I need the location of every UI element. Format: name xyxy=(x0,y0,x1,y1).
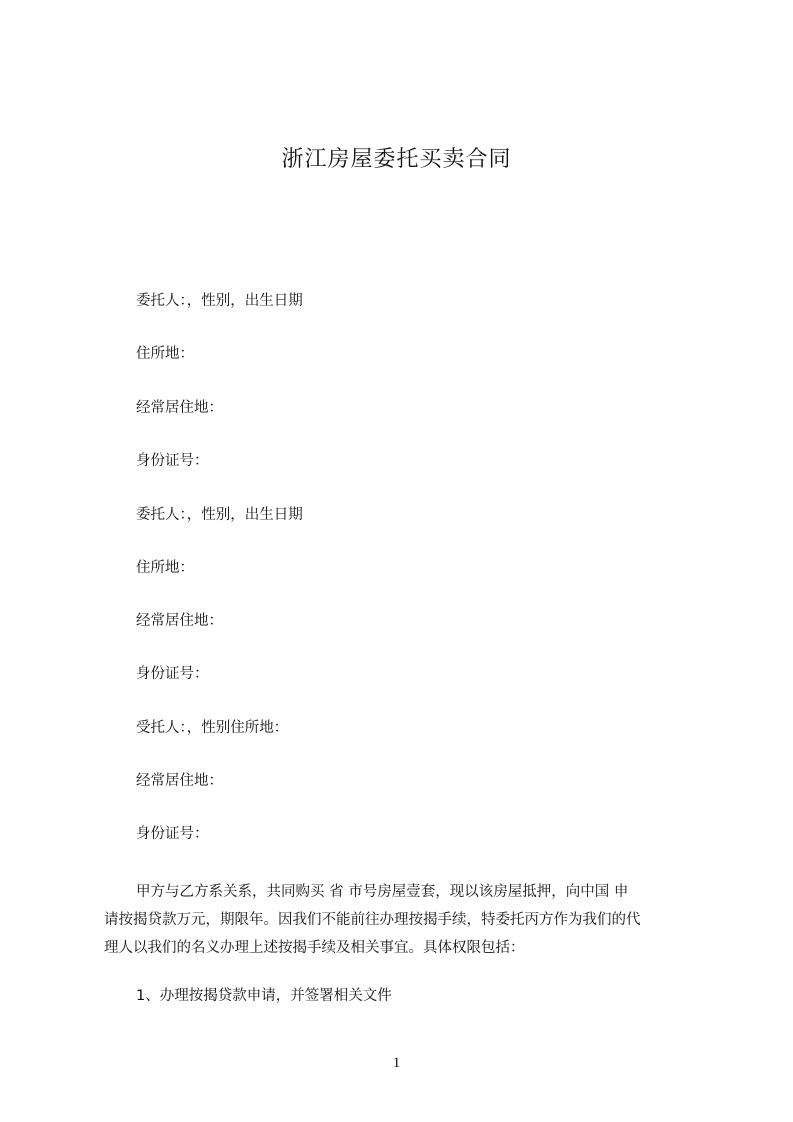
principal-2-habitual-residence-line: 经常居住地： xyxy=(136,613,223,629)
agent-habitual-residence-line: 经常居住地： xyxy=(136,773,223,789)
paragraph-line-2: 请按揭贷款万元，期限年。因我们不能前往办理按揭手续，特委托丙方作为我们的代 xyxy=(104,912,641,928)
agent-id-line: 身份证号： xyxy=(136,826,209,842)
principal-1-residence-line: 住所地： xyxy=(136,346,194,362)
authorization-paragraph xyxy=(104,878,712,962)
principal-1-habitual-residence-line: 经常居住地： xyxy=(136,400,223,416)
principal-1-name-line: 委托人：，性别，出生日期 xyxy=(136,293,303,309)
paragraph-line-1: 甲方与乙方系关系，共同购买 省 市号房屋壹套，现以该房屋抵押，向中国 申 xyxy=(136,884,629,900)
authority-item-1: 1、办理按揭贷款申请，并签署相关文件 xyxy=(136,988,392,1004)
document-title: 浙江房屋委托买卖合同 xyxy=(281,147,512,172)
agent-name-line: 受托人：，性别住所地： xyxy=(136,720,289,736)
principal-2-residence-line: 住所地： xyxy=(136,560,194,576)
paragraph-line-3: 理人以我们的名义办理上述按揭手续及相关事宜。具体权限包括： xyxy=(104,940,525,956)
principal-2-name-line: 委托人：，性别，出生日期 xyxy=(136,507,303,523)
page-number: 1 xyxy=(392,1055,401,1071)
principal-1-id-line: 身份证号： xyxy=(136,453,209,469)
principal-2-id-line: 身份证号： xyxy=(136,666,209,682)
